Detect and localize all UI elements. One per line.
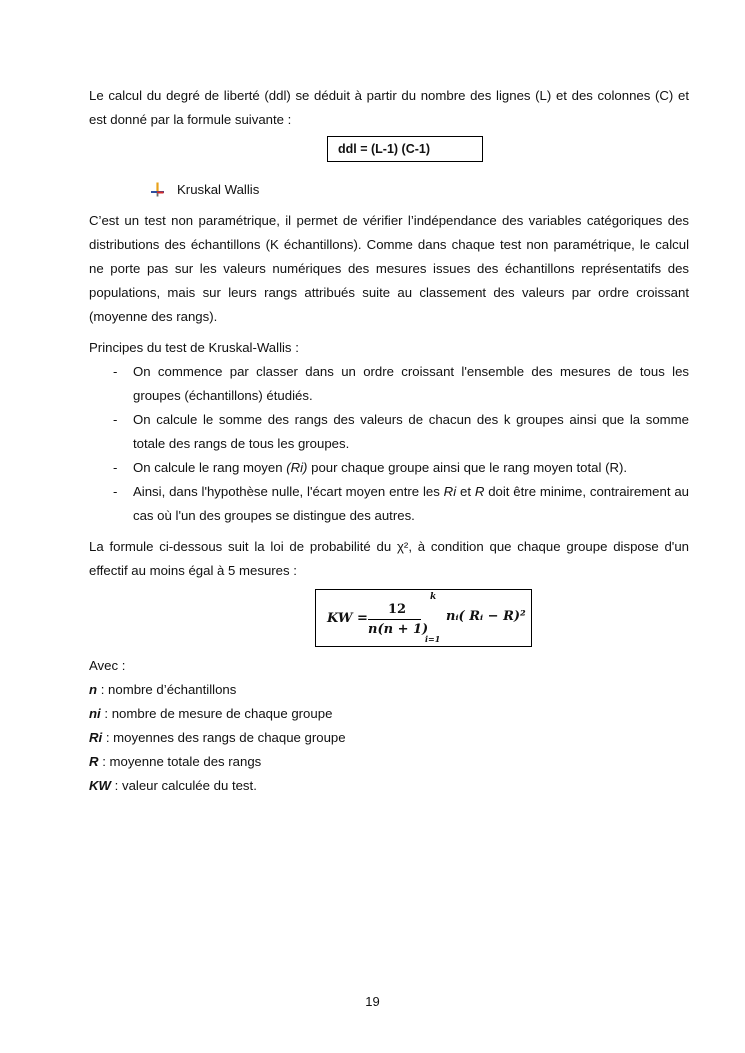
definition-item: Ri : moyennes des rangs de chaque groupe [89,730,346,745]
page-number: 19 [365,994,380,1009]
fraction-bar [368,619,421,620]
avec-label: Avec : [89,658,126,673]
list-item [89,480,689,528]
section-heading-text: Kruskal Wallis [177,182,260,197]
list-item-text: On calcule le somme des rangs des valeurs de chacun des k groupes ainsi que la somme totale des rangs de tous les groupes. [133,412,689,451]
definition-item: KW : valeur calculée du test. [89,778,257,793]
section-heading [89,178,689,202]
page-content [89,84,689,798]
intro-paragraph: Le calcul du degré de liberté (ddl) se déduit à partir du nombre des lignes (L) et des colonnes (C) et est donné par la formule suivante : [89,88,689,127]
list-dash: - [113,460,118,475]
formula-denominator: n(n + 1) [368,622,429,637]
formula-intro: La formule ci-dessous suit la loi de probabilité du χ², à condition que chaque groupe dispose d'un effectif au moins égal à 5 mesures : [89,539,689,578]
kw-formula-box [315,589,532,647]
list-item-text: Ainsi, dans l'hypothèse nulle, l'écart moyen entre les Ri et R doit être minime, contrairement au cas où l'un des groupes se distingue des autres. [133,484,690,523]
ri-italic: (Ri) [286,460,308,475]
principles-title: Principes du test de Kruskal-Wallis : [89,340,299,355]
chi-square-symbol: χ² [397,539,409,554]
list-item [89,456,689,480]
formula-lhs: KW = [327,611,368,626]
pin-bullet-icon [150,182,165,197]
list-item [89,360,689,408]
definitions [89,654,689,798]
list-dash: - [113,484,118,499]
ddl-formula-box: ddl = (L-1) (C-1) [327,136,483,162]
list-item [89,408,689,456]
list-item-text: On calcule le rang moyen (Ri) pour chaque groupe ainsi que le rang moyen total (R). [133,460,628,475]
definition-item: n : nombre d’échantillons [89,682,237,697]
sum-lower-limit: i=1 [425,634,441,644]
formula-term: nᵢ( Rᵢ − R)² [446,609,526,624]
definition-item: R : moyenne totale des rangs [89,754,262,769]
list-item-text: On commence par classer dans un ordre croissant l'ensemble des mesures de tous les groupes (échantillons) étudiés. [133,364,689,403]
definition-item: ni : nombre de mesure de chaque groupe [89,706,333,721]
formula-numerator: 12 [388,602,407,617]
principles-list [89,360,689,528]
section-description: C’est un test non paramétrique, il permet de vérifier l’indépendance des variables catégoriques des distributions des échantillons (K échantillons). Comme dans chaque test non paramétrique, le calcul ne porte pas sur les valeurs numériques des mesures issues des échantillons représentatifs des populations, mais sur leurs rangs attribués suite au classement des valeurs par ordre croissant (moyenne des rangs). [89,213,689,324]
list-dash: - [113,364,118,379]
sum-upper-limit: k [430,592,437,602]
list-dash: - [113,412,118,427]
